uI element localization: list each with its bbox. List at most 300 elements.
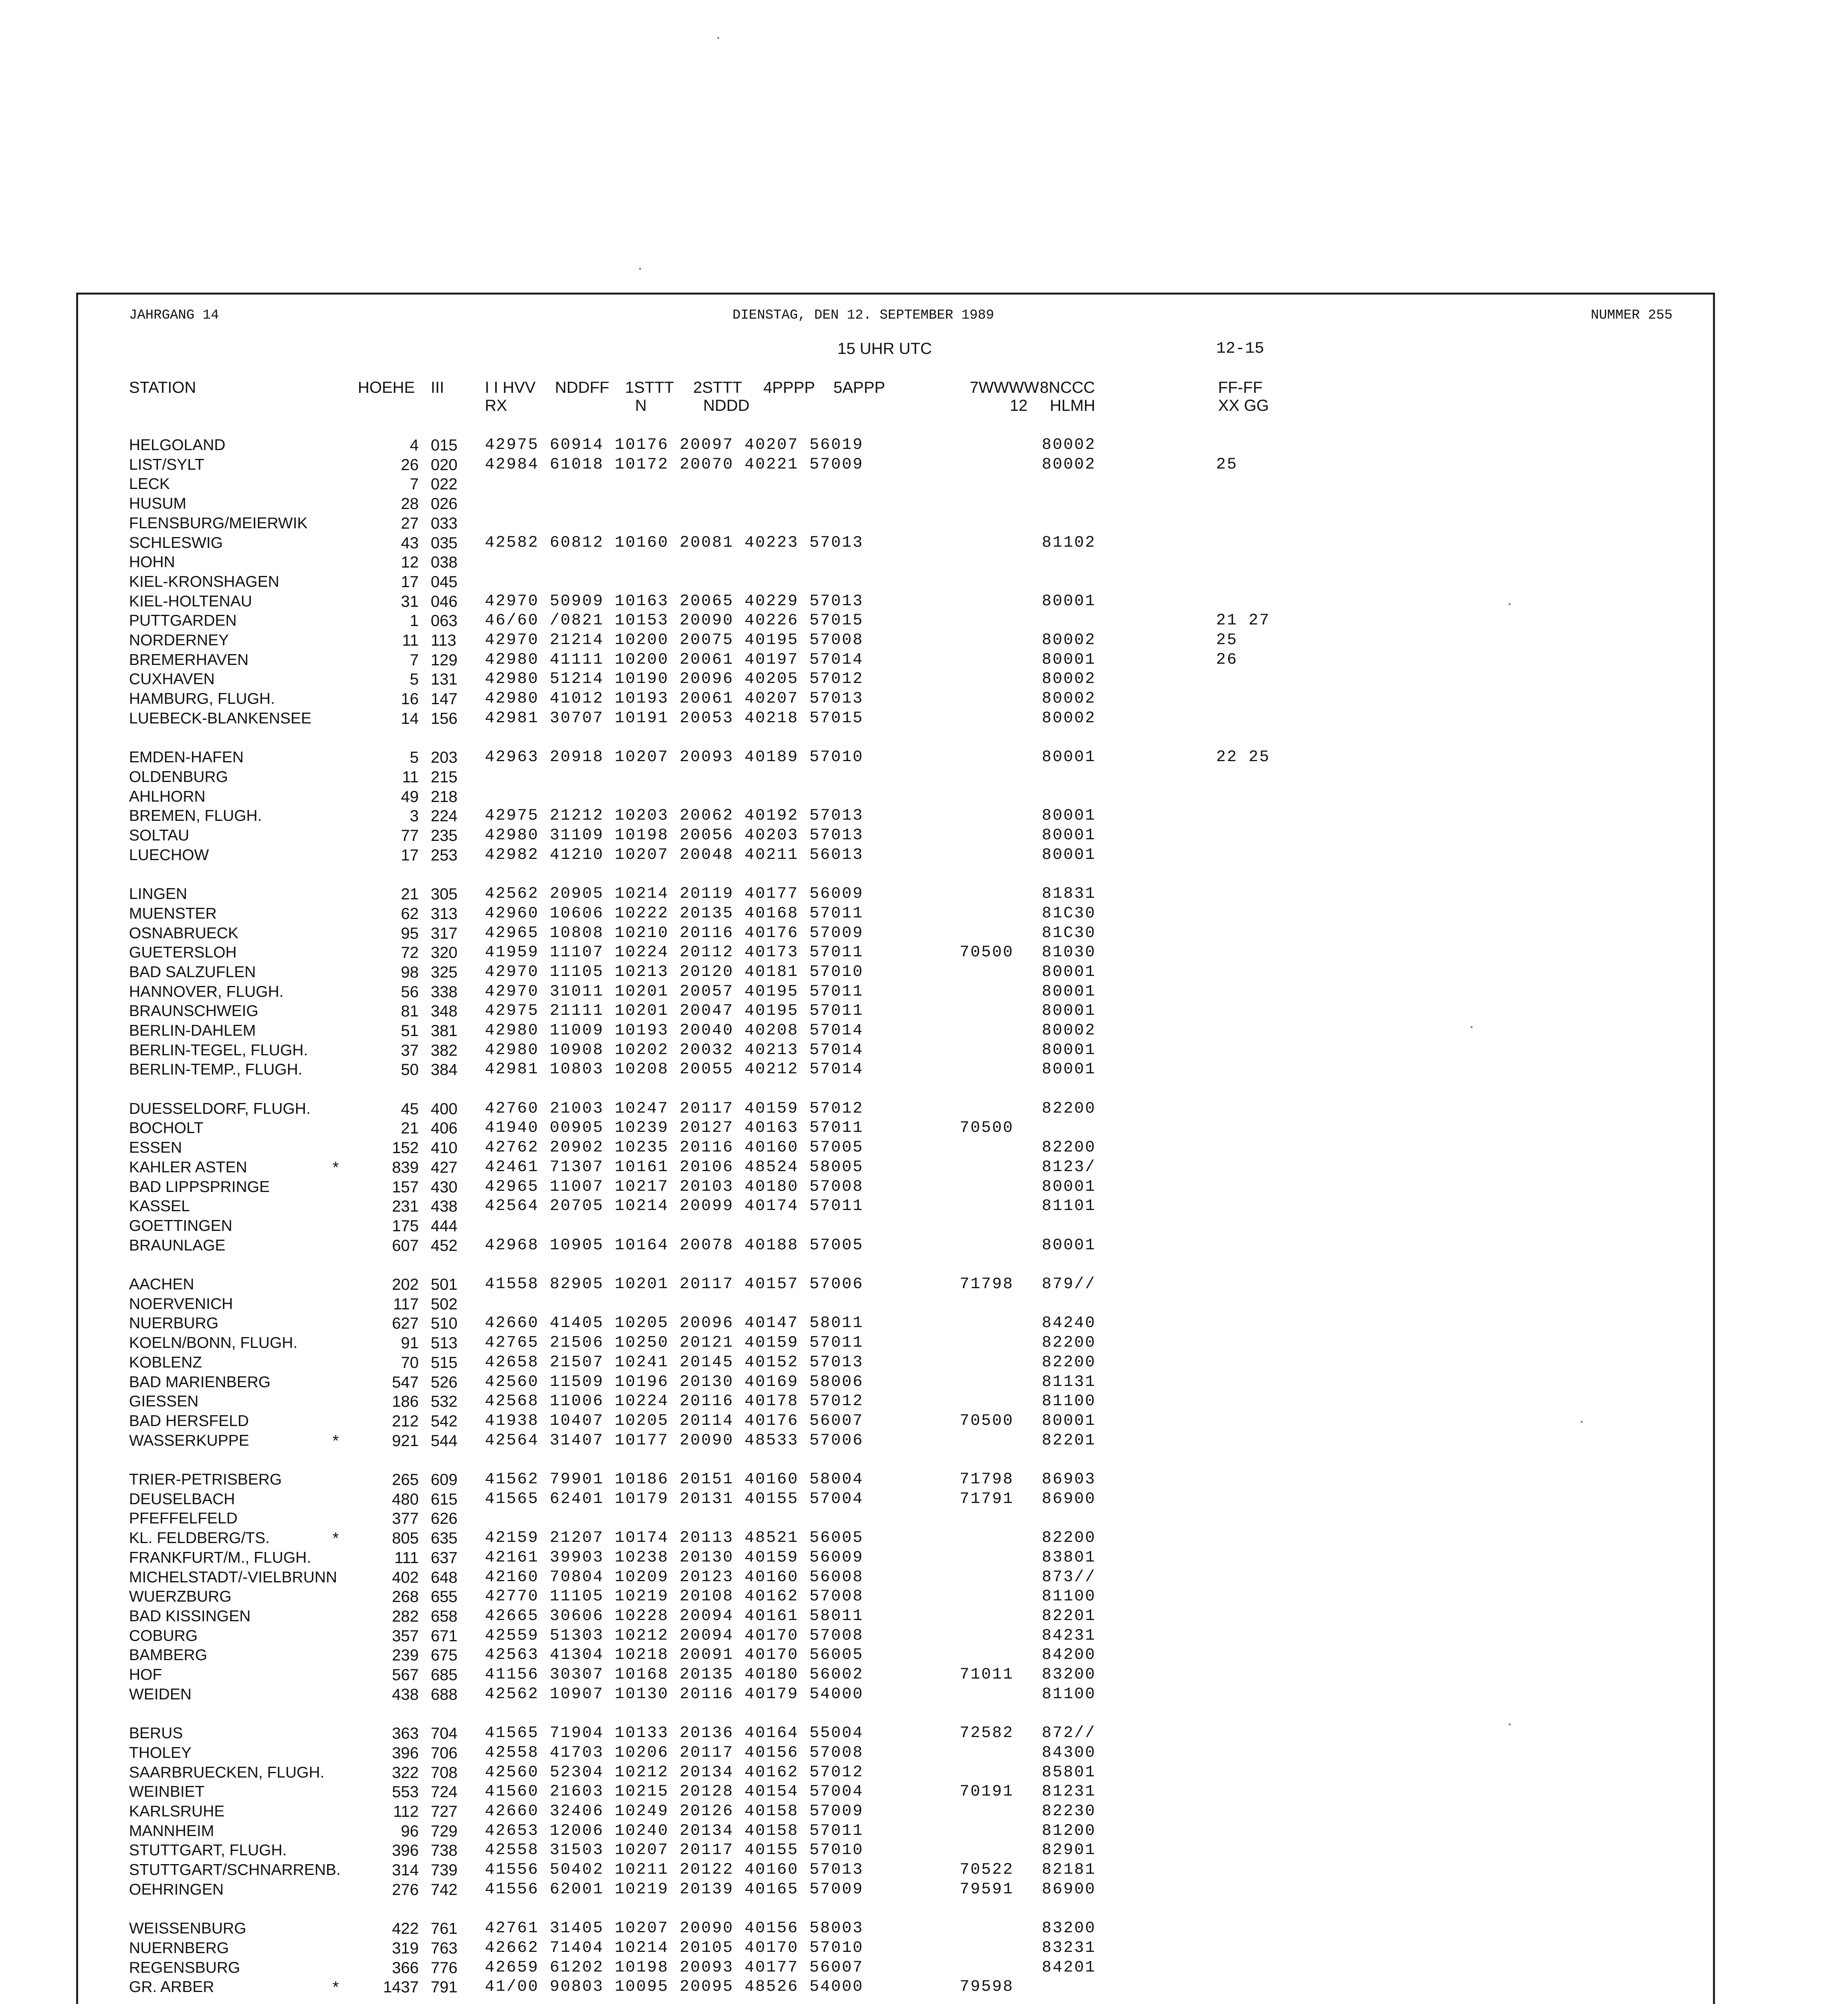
station-name: NOERVENICH: [129, 1295, 233, 1313]
col-iii: III: [431, 379, 444, 396]
station-height: 5: [410, 749, 419, 766]
cloud-group: 872//: [1042, 1724, 1096, 1742]
station-name: KIEL-KRONSHAGEN: [129, 573, 279, 590]
station-id: 438: [431, 1198, 458, 1215]
station-id: 532: [431, 1393, 458, 1410]
scan-speck: [1509, 1723, 1511, 1725]
station-id: 544: [431, 1432, 458, 1450]
station-height: 11: [402, 768, 419, 786]
station-height: 1437: [383, 1978, 419, 1996]
cloud-group: 82201: [1042, 1607, 1096, 1625]
synop-groups: 41565 62401 10179 20131 40155 57004: [485, 1490, 864, 1508]
cloud-group: 80001: [1042, 1002, 1096, 1020]
weather-group: 79591: [960, 1881, 1014, 1899]
station-id: 427: [431, 1159, 458, 1176]
gust-group: 26: [1216, 651, 1238, 669]
station-name: WASSERKUPPE: [129, 1432, 249, 1449]
station-height: 921: [392, 1432, 419, 1450]
weather-group: 79598: [960, 1978, 1014, 1996]
station-name: BAD LIPPSPRINGE: [129, 1178, 270, 1196]
synop-groups: 42568 11006 10224 20116 40178 57012: [485, 1392, 864, 1410]
synop-groups: 42963 20918 10207 20093 40189 57010: [485, 748, 864, 766]
station-id: 635: [431, 1529, 458, 1547]
station-height: 175: [392, 1217, 419, 1235]
station-name: KL. FELDBERG/TS.: [129, 1529, 270, 1547]
station-height: 607: [392, 1237, 419, 1255]
station-name: STUTTGART, FLUGH.: [129, 1842, 287, 1859]
station-height: 268: [392, 1588, 419, 1606]
synop-groups: 42660 41405 10205 20096 40147 58011: [485, 1314, 864, 1332]
station-name: ESSEN: [129, 1139, 182, 1156]
station-name: HOF: [129, 1666, 162, 1683]
col-hoehe: HOEHE: [358, 379, 415, 396]
col-1sttt: 1STTT: [625, 379, 674, 396]
station-id: 215: [431, 768, 458, 786]
station-id: 452: [431, 1237, 458, 1255]
synop-groups: 42982 41210 10207 20048 40211 56013: [485, 846, 864, 864]
station-height: 17: [401, 573, 419, 591]
station-id: 253: [431, 846, 458, 864]
station-name: WEINBIET: [129, 1783, 205, 1800]
station-height: 72: [401, 944, 419, 962]
synop-groups: 41562 79901 10186 20151 40160 58004: [485, 1471, 864, 1489]
station-id: 131: [431, 671, 458, 688]
synop-groups: 42760 21003 10247 20117 40159 57012: [485, 1100, 864, 1118]
synop-groups: 42159 21207 10174 20113 48521 56005: [485, 1529, 864, 1547]
station-height: 282: [392, 1608, 419, 1625]
col-5appp: 5APPP: [833, 379, 885, 396]
station-height: 3: [410, 807, 419, 825]
station-name: HELGOLAND: [129, 436, 226, 454]
station-id: 706: [431, 1744, 458, 1762]
synop-groups: 42980 11009 10193 20040 40208 57014: [485, 1022, 864, 1040]
cloud-group: 83231: [1042, 1939, 1096, 1957]
cloud-group: 80002: [1042, 436, 1096, 454]
station-height: 152: [392, 1139, 419, 1157]
station-height: 363: [392, 1725, 419, 1742]
cloud-group: 80002: [1042, 1022, 1096, 1040]
cloud-group: 82200: [1042, 1334, 1096, 1352]
synop-groups: 42970 21214 10200 20075 40195 57008: [485, 631, 864, 649]
station-id: 708: [431, 1764, 458, 1782]
station-name: HUSUM: [129, 495, 186, 512]
cloud-group: 81030: [1042, 943, 1096, 962]
station-id: 400: [431, 1100, 458, 1118]
weather-group: 71011: [960, 1666, 1014, 1684]
col-2sttt-sub: NDDD: [703, 397, 750, 414]
station-name: OLDENBURG: [129, 768, 228, 786]
synop-groups: 42980 31109 10198 20056 40203 57013: [485, 826, 864, 844]
synop-groups: 41940 00905 10239 20127 40163 57011: [485, 1119, 864, 1137]
station-height: 567: [392, 1666, 419, 1684]
station-name: PUTTGARDEN: [129, 612, 237, 629]
station-id: 235: [431, 827, 458, 844]
station-height: 7: [410, 475, 419, 493]
station-name: DEUSELBACH: [129, 1491, 235, 1508]
station-name: MICHELSTADT/-VIELBRUNN: [129, 1569, 337, 1586]
cloud-group: 80002: [1042, 709, 1096, 727]
mountain-station-marker: *: [333, 1978, 339, 1996]
station-name: OEHRINGEN: [129, 1881, 224, 1898]
station-name: BAD HERSFELD: [129, 1412, 249, 1430]
synop-groups: 42562 10907 10130 20116 40179 54000: [485, 1685, 864, 1703]
station-height: 4: [410, 436, 419, 454]
cloud-group: 80001: [1042, 1236, 1096, 1255]
station-height: 56: [401, 983, 419, 1001]
cloud-group: 81200: [1042, 1822, 1096, 1840]
station-name: FRANKFURT/M., FLUGH.: [129, 1549, 311, 1566]
station-id: 325: [431, 964, 458, 981]
station-id: 791: [431, 1978, 458, 1996]
synop-groups: 41565 71904 10133 20136 40164 55004: [485, 1724, 864, 1742]
station-id: 020: [431, 456, 458, 474]
station-id: 688: [431, 1686, 458, 1703]
cloud-group: 84240: [1042, 1314, 1096, 1332]
mountain-station-marker: *: [333, 1529, 339, 1547]
station-name: EMDEN-HAFEN: [129, 749, 244, 766]
synop-groups: 42970 50909 10163 20065 40229 57013: [485, 592, 864, 610]
synop-groups: 42975 21212 10203 20062 40192 57013: [485, 807, 864, 825]
station-height: 62: [401, 905, 419, 923]
mountain-station-marker: *: [333, 1159, 339, 1176]
station-height: 16: [401, 690, 419, 708]
station-height: 27: [401, 515, 419, 532]
station-name: BERUS: [129, 1725, 183, 1742]
synop-groups: 42980 41111 10200 20061 40197 57014: [485, 651, 864, 669]
station-id: 658: [431, 1608, 458, 1625]
cloud-group: 83801: [1042, 1549, 1096, 1567]
synop-groups: 41560 21603 10215 20128 40154 57004: [485, 1783, 864, 1801]
scan-speck: [717, 37, 719, 39]
synop-groups: 42761 31405 10207 20090 40156 58003: [485, 1919, 864, 1937]
col-8nccc: 8NCCC: [1040, 379, 1095, 396]
station-name: NUERNBERG: [129, 1939, 229, 1957]
station-name: WUERZBURG: [129, 1588, 232, 1605]
station-id: 203: [431, 749, 458, 766]
station-height: 1: [410, 612, 419, 630]
cloud-group: 82230: [1042, 1802, 1096, 1820]
station-name: PFEFFELFELD: [129, 1510, 238, 1527]
volume-label: JAHRGANG 14: [129, 308, 219, 323]
synop-groups: 42658 21507 10241 20145 40152 57013: [485, 1354, 864, 1372]
station-id: 045: [431, 573, 458, 591]
station-name: KOELN/BONN, FLUGH.: [129, 1334, 298, 1351]
cloud-group: 86900: [1042, 1881, 1096, 1899]
station-height: 157: [392, 1178, 419, 1196]
station-name: OSNABRUECK: [129, 925, 239, 942]
synop-groups: 42582 60812 10160 20081 40223 57013: [485, 534, 864, 552]
station-id: 637: [431, 1549, 458, 1567]
station-id: 063: [431, 612, 458, 630]
synop-groups: 42965 11007 10217 20103 40180 57008: [485, 1178, 864, 1196]
station-id: 410: [431, 1139, 458, 1157]
station-name: NUERBURG: [129, 1315, 219, 1332]
synop-groups: 42981 10803 10208 20055 40212 57014: [485, 1061, 864, 1079]
cloud-group: 80001: [1042, 748, 1096, 766]
synop-groups: 41/00 90803 10095 20095 48526 54000: [485, 1978, 864, 1996]
synop-groups: 41556 62001 10219 20139 40165 57009: [485, 1881, 864, 1899]
station-id: 224: [431, 807, 458, 825]
time-range: 12-15: [1216, 340, 1265, 358]
station-height: 480: [392, 1491, 419, 1508]
station-height: 49: [401, 788, 419, 806]
station-height: 239: [392, 1646, 419, 1664]
cloud-group: 84231: [1042, 1627, 1096, 1645]
station-name: FLENSBURG/MEIERWIK: [129, 515, 308, 532]
station-height: 231: [392, 1198, 419, 1215]
station-name: BERLIN-TEGEL, FLUGH.: [129, 1042, 308, 1059]
synop-groups: 42564 31407 10177 20090 48533 57006: [485, 1432, 864, 1450]
station-height: 21: [401, 885, 419, 903]
station-height: 553: [392, 1783, 419, 1801]
scan-speck: [1471, 1026, 1473, 1028]
station-id: 542: [431, 1412, 458, 1430]
station-id: 015: [431, 436, 458, 454]
cloud-group: 82200: [1042, 1139, 1096, 1157]
station-height: 265: [392, 1471, 419, 1489]
station-height: 50: [401, 1061, 419, 1079]
weather-group: 70522: [960, 1861, 1014, 1879]
cloud-group: 84300: [1042, 1744, 1096, 1762]
station-height: 357: [392, 1627, 419, 1645]
station-height: 26: [401, 456, 419, 474]
station-height: 322: [392, 1764, 419, 1782]
synop-groups: 42980 10908 10202 20032 40213 57014: [485, 1041, 864, 1059]
page-frame: [76, 293, 1715, 2004]
scan-speck: [1581, 1421, 1583, 1423]
synop-groups: 41558 82905 10201 20117 40157 57006: [485, 1275, 864, 1293]
synop-groups: 42960 10606 10222 20135 40168 57011: [485, 905, 864, 923]
station-height: 43: [401, 534, 419, 552]
station-name: MANNHEIM: [129, 1822, 214, 1840]
station-height: 805: [392, 1529, 419, 1547]
station-id: 156: [431, 710, 458, 727]
station-name: SOLTAU: [129, 827, 190, 844]
cloud-group: 81102: [1042, 534, 1096, 552]
cloud-group: 80001: [1042, 1412, 1096, 1430]
station-height: 17: [401, 846, 419, 864]
cloud-group: 82901: [1042, 1841, 1096, 1859]
col-2sttt: 2STTT: [693, 379, 742, 396]
station-height: 839: [392, 1159, 419, 1176]
cloud-group: 80002: [1042, 456, 1096, 474]
station-name: GR. ARBER: [129, 1978, 214, 1996]
cloud-group: 80001: [1042, 1041, 1096, 1059]
synop-groups: 42559 51303 10212 20094 40170 57008: [485, 1627, 864, 1645]
station-height: 202: [392, 1276, 419, 1293]
synop-groups: 41959 11107 10224 20112 40173 57011: [485, 943, 864, 962]
station-id: 727: [431, 1803, 458, 1820]
weather-group: 71798: [960, 1275, 1014, 1293]
synop-groups: 41156 30307 10168 20135 40180 56002: [485, 1666, 864, 1684]
station-id: 609: [431, 1471, 458, 1489]
station-name: BRAUNLAGE: [129, 1237, 226, 1254]
cloud-group: 86900: [1042, 1490, 1096, 1508]
station-name: HOHN: [129, 554, 175, 571]
synop-groups: 42968 10905 10164 20078 40188 57005: [485, 1236, 864, 1255]
station-id: 648: [431, 1569, 458, 1586]
station-id: 348: [431, 1002, 458, 1020]
station-height: 117: [393, 1295, 419, 1313]
cloud-group: 81C30: [1042, 905, 1096, 923]
station-id: 035: [431, 534, 458, 552]
station-height: 51: [401, 1022, 419, 1040]
col-7wwww: 7WWWW: [970, 379, 1039, 396]
station-name: BOCHOLT: [129, 1119, 204, 1137]
synop-groups: 42563 41304 10218 20091 40170 56005: [485, 1646, 864, 1664]
station-name: STUTTGART/SCHNARRENB.: [129, 1861, 341, 1879]
station-name: NORDERNEY: [129, 632, 229, 649]
station-name: LECK: [129, 475, 170, 493]
station-id: 444: [431, 1217, 458, 1235]
station-id: 526: [431, 1374, 458, 1391]
station-height: 37: [401, 1042, 419, 1059]
station-name: WEIDEN: [129, 1686, 192, 1703]
station-id: 510: [431, 1315, 458, 1332]
station-name: TRIER-PETRISBERG: [129, 1471, 282, 1488]
station-name: GOETTINGEN: [129, 1217, 232, 1234]
station-id: 742: [431, 1881, 458, 1899]
station-id: 113: [431, 632, 456, 649]
synop-groups: 42558 41703 10206 20117 40156 57008: [485, 1744, 864, 1762]
station-name: BAD MARIENBERG: [129, 1374, 271, 1391]
station-height: 212: [392, 1412, 419, 1430]
cloud-group: 84201: [1042, 1959, 1096, 1977]
col-ff: FF-FF: [1218, 379, 1263, 396]
synop-groups: 42975 21111 10201 20047 40195 57011: [485, 1002, 864, 1020]
station-id: 671: [431, 1627, 458, 1645]
synop-groups: 42562 20905 10214 20119 40177 56009: [485, 885, 864, 903]
cloud-group: 80001: [1042, 651, 1096, 669]
synop-groups: 42564 20705 10214 20099 40174 57011: [485, 1197, 864, 1215]
gust-group: 22 25: [1216, 748, 1271, 766]
col-nddff: NDDFF: [555, 379, 609, 396]
synop-groups: 42665 30606 10228 20094 40161 58011: [485, 1607, 864, 1625]
station-name: BREMEN, FLUGH.: [129, 807, 262, 824]
station-id: 406: [431, 1119, 458, 1137]
station-name: HANNOVER, FLUGH.: [129, 983, 284, 1000]
station-name: AHLHORN: [129, 788, 206, 805]
synop-groups: 42461 71307 10161 20106 48524 58005: [485, 1158, 864, 1176]
station-id: 655: [431, 1588, 458, 1606]
synop-groups: 42558 31503 10207 20117 40155 57010: [485, 1841, 864, 1859]
cloud-group: 81C30: [1042, 924, 1096, 942]
synop-groups: 41938 10407 10205 20114 40176 56007: [485, 1412, 864, 1430]
cloud-group: 80002: [1042, 690, 1096, 708]
station-height: 14: [401, 710, 419, 727]
station-height: 21: [401, 1119, 419, 1137]
station-id: 739: [431, 1861, 458, 1879]
cloud-group: 85801: [1042, 1764, 1096, 1782]
cloud-group: 81100: [1042, 1588, 1096, 1606]
station-id: 317: [431, 925, 458, 942]
scan-speck: [639, 268, 641, 270]
station-height: 112: [393, 1803, 419, 1820]
synop-groups: 42762 20902 10235 20116 40160 57005: [485, 1139, 864, 1157]
station-name: KARLSRUHE: [129, 1803, 225, 1820]
station-name: THOLEY: [129, 1744, 192, 1762]
station-name: SAARBRUECKEN, FLUGH.: [129, 1764, 325, 1781]
station-height: 422: [392, 1920, 419, 1937]
station-name: HAMBURG, FLUGH.: [129, 690, 275, 707]
station-height: 547: [392, 1374, 419, 1391]
cloud-group: 80001: [1042, 846, 1096, 864]
station-height: 186: [392, 1393, 419, 1410]
issue-number: NUMMER 255: [1591, 308, 1673, 323]
station-name: BERLIN-DAHLEM: [129, 1022, 256, 1039]
synop-groups: 42659 61202 10198 20093 40177 56007: [485, 1959, 864, 1977]
station-height: 314: [392, 1861, 419, 1879]
station-name: LUEBECK-BLANKENSEE: [129, 710, 312, 727]
station-name: BREMERHAVEN: [129, 651, 249, 669]
cloud-group: 80001: [1042, 963, 1096, 981]
weather-group: 70191: [960, 1783, 1014, 1801]
station-id: 046: [431, 593, 458, 610]
cloud-group: 81131: [1042, 1373, 1096, 1391]
weather-group: 72582: [960, 1724, 1014, 1742]
station-id: 381: [431, 1022, 458, 1040]
station-id: 305: [431, 885, 458, 903]
cloud-group: 83200: [1042, 1919, 1096, 1937]
station-name: SCHLESWIG: [129, 534, 223, 552]
synop-groups: 42560 52304 10212 20134 40162 57012: [485, 1764, 864, 1782]
station-id: 502: [431, 1295, 458, 1313]
station-height: 95: [401, 925, 419, 942]
station-height: 366: [392, 1959, 419, 1977]
cloud-group: 82201: [1042, 1432, 1096, 1450]
station-id: 026: [431, 495, 458, 513]
synop-groups: 42653 12006 10240 20134 40158 57011: [485, 1822, 864, 1840]
station-id: 626: [431, 1510, 458, 1527]
cloud-group: 873//: [1042, 1568, 1096, 1586]
weather-group: 70500: [960, 943, 1014, 962]
station-id: 033: [431, 515, 458, 532]
synop-groups: 41556 50402 10211 20122 40160 57013: [485, 1861, 864, 1879]
station-height: 377: [392, 1510, 419, 1527]
station-id: 513: [431, 1334, 458, 1352]
gust-group: 25: [1216, 631, 1238, 649]
synop-groups: 42980 41012 10193 20061 40207 57013: [485, 690, 864, 708]
col-ihvv-sub: RX: [485, 397, 507, 414]
station-name: KASSEL: [129, 1198, 190, 1215]
station-name: BRAUNSCHWEIG: [129, 1002, 258, 1020]
cloud-group: 80001: [1042, 983, 1096, 1001]
station-name: CUXHAVEN: [129, 671, 215, 688]
synop-groups: 42560 11509 10196 20130 40169 58006: [485, 1373, 864, 1391]
station-height: 276: [392, 1881, 419, 1899]
station-name: BERLIN-TEMP., FLUGH.: [129, 1061, 303, 1078]
synop-groups: 42770 11105 10219 20108 40162 57008: [485, 1588, 864, 1606]
synop-groups: 42662 71404 10214 20105 40170 57010: [485, 1939, 864, 1957]
station-name: KAHLER ASTEN: [129, 1159, 247, 1176]
cloud-group: 80001: [1042, 592, 1096, 610]
station-name: GUETERSLOH: [129, 944, 237, 961]
station-id: 761: [431, 1920, 458, 1937]
synop-groups: 42970 31011 10201 20057 40195 57011: [485, 983, 864, 1001]
cloud-group: 82200: [1042, 1354, 1096, 1372]
cloud-group: 82200: [1042, 1529, 1096, 1547]
station-id: 382: [431, 1042, 458, 1059]
cloud-group: 86903: [1042, 1471, 1096, 1489]
cloud-group: 83200: [1042, 1666, 1096, 1684]
synop-groups: 42970 11105 10213 20120 40181 57010: [485, 963, 864, 981]
station-height: 319: [392, 1939, 419, 1957]
station-id: 218: [431, 788, 458, 806]
station-id: 704: [431, 1725, 458, 1742]
station-id: 501: [431, 1276, 458, 1293]
col-station: STATION: [129, 379, 196, 396]
station-id: 129: [431, 651, 458, 669]
